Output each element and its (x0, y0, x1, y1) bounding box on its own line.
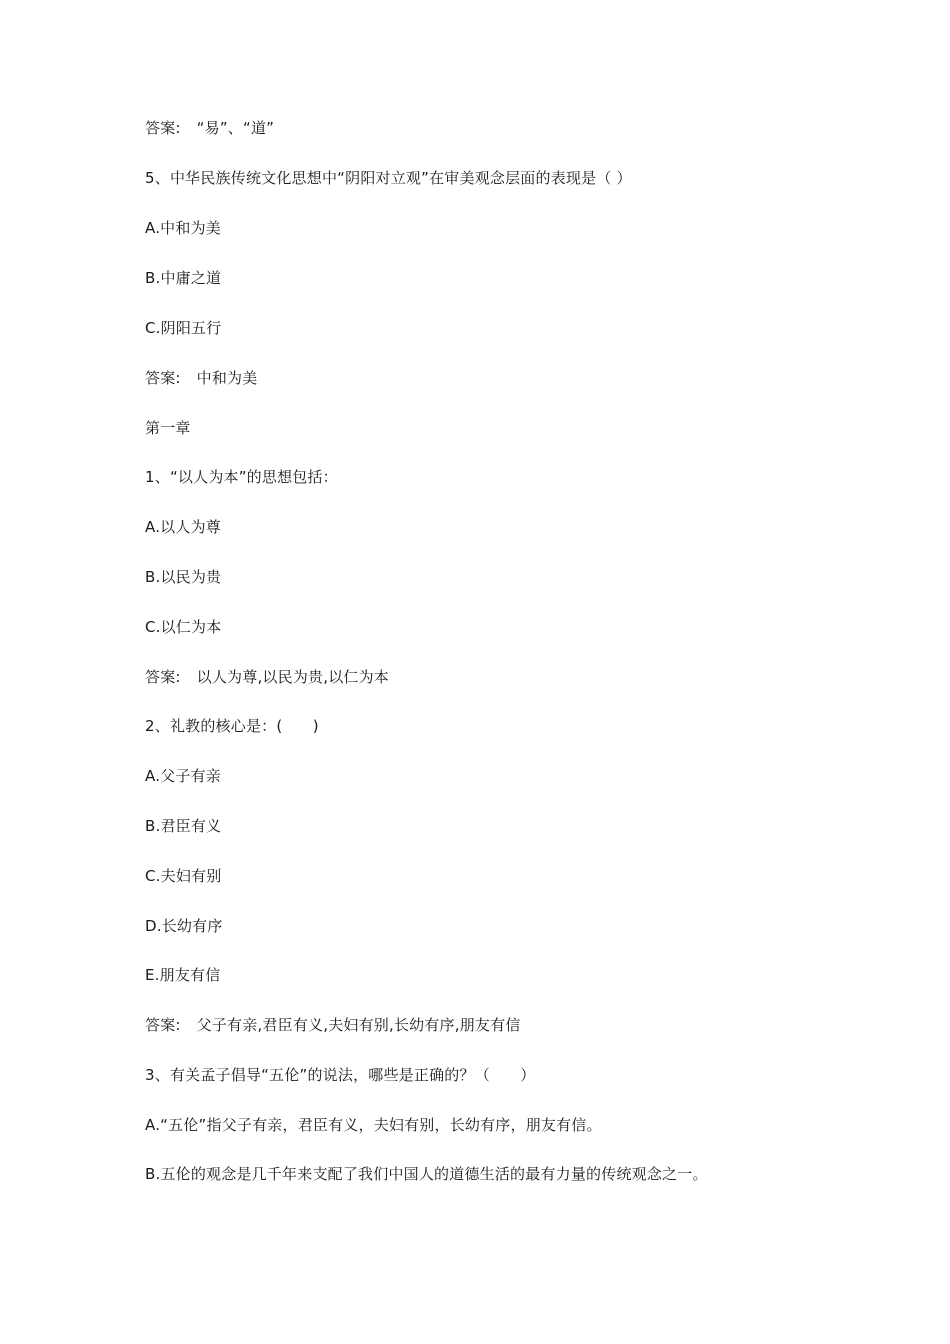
answer-label: 答案: (145, 119, 181, 137)
answer-text: 中和为美 (196, 369, 258, 387)
option-text: B.君臣有义 (145, 817, 222, 835)
option-text: C.阴阳五行 (145, 319, 222, 337)
answer-line (145, 118, 274, 138)
option-text: B.以民为贵 (145, 568, 222, 586)
option-text: A.父子有亲 (145, 767, 221, 785)
question-text: 5、中华民族传统文化思想中“阴阳对立观”在审美观念层面的表现是（ ） (145, 169, 632, 187)
answer-text: “易”、“道” (196, 119, 275, 137)
answer-line (145, 667, 389, 687)
option-text: B.中庸之道 (145, 269, 222, 287)
answer-label: 答案: (145, 1016, 181, 1034)
option-text: D.长幼有序 (145, 917, 223, 935)
answer-text: 父子有亲,君臣有义,夫妇有别,长幼有序,朋友有信 (196, 1016, 521, 1034)
answer-line (145, 368, 257, 388)
question-text: 2、礼教的核心是：( ) (145, 717, 319, 735)
option-text: B.五伦的观念是几千年来支配了我们中国人的道德生活的最有力量的传统观念之一。 (145, 1165, 708, 1183)
answer-label: 答案: (145, 668, 181, 686)
question-text: 1、“以人为本”的思想包括： (145, 468, 338, 486)
option-text: A.以人为尊 (145, 518, 221, 536)
answer-text: 以人为尊,以民为贵,以仁为本 (196, 668, 389, 686)
question-text: 3、有关孟子倡导“五伦”的说法，哪些是正确的？（ ） (145, 1066, 536, 1084)
option-text: E.朋友有信 (145, 966, 221, 984)
option-text: A.中和为美 (145, 219, 221, 237)
answer-line (145, 1015, 521, 1035)
option-text: A.“五伦”指父子有亲，君臣有义，夫妇有别，长幼有序，朋友有信。 (145, 1116, 602, 1134)
answer-label: 答案: (145, 369, 181, 387)
chapter-heading: 第一章 (145, 419, 191, 437)
option-text: C.以仁为本 (145, 618, 222, 636)
option-text: C.夫妇有别 (145, 867, 222, 885)
